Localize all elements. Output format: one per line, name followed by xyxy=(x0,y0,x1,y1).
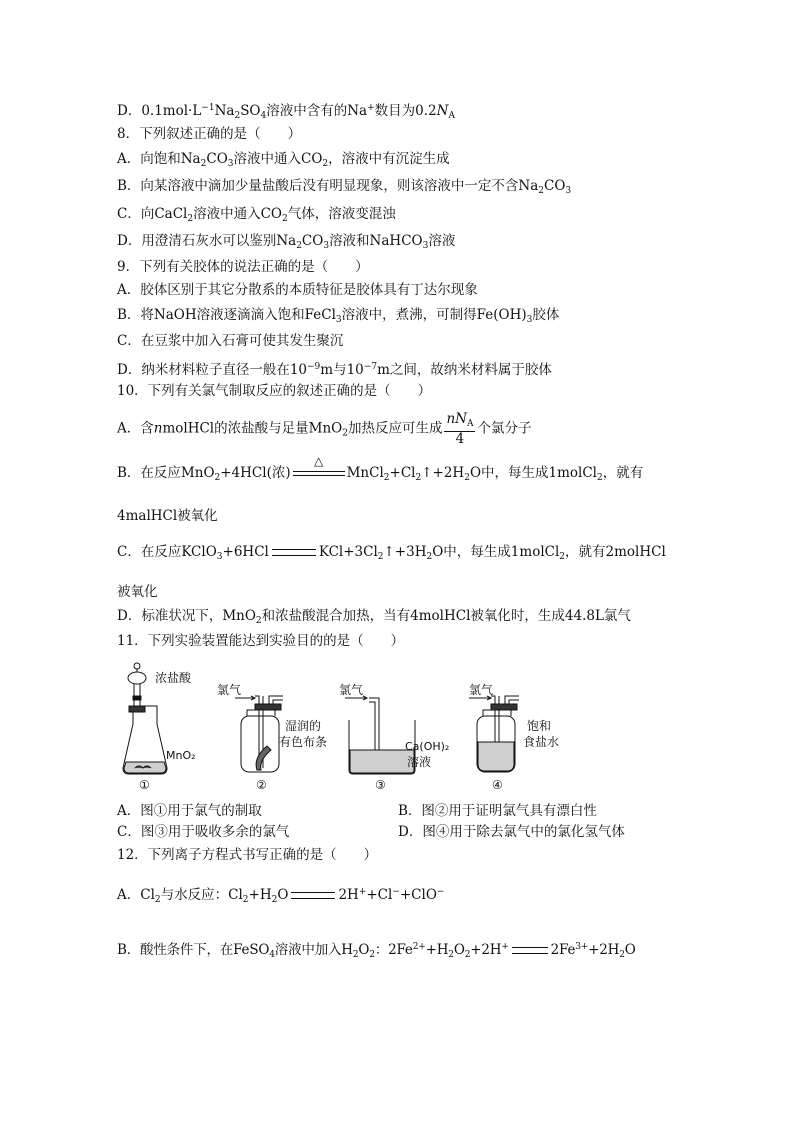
q10-option-d: D．标准状况下，MnO$_2$和浓盐酸混合加热，当有4molHCl被氧化时，生成44.8L氯气 xyxy=(117,608,631,626)
apparatus-figure xyxy=(117,658,572,791)
q12-option-b: B．酸性条件下，在FeSO$_4$溶液中加入$H_2O_2$：$2Fe^{2+}+H_2O_2+2H^+$ $2Fe^{3+}+2H_2O$ xyxy=(117,942,636,960)
label-n1: ① xyxy=(139,778,150,791)
q8-option-b: B．向某溶液中滴加少量盐酸后没有明显现象，则该溶液中一定不含$Na_2CO_3$ xyxy=(117,178,572,196)
q8-option-a: A．向饱和$Na_2CO_3$溶液中通入$CO_2$，溶液中有沉淀生成 xyxy=(117,151,450,169)
label-n4: ④ xyxy=(492,778,503,791)
label-chlorine-2: 氯气 xyxy=(217,683,242,697)
fraction-nNA-over-4: $\frac{nN_A}{4}$ xyxy=(446,411,474,447)
q8-option-d: D．用澄清石灰水可以鉴别$Na_2CO_3$溶液和NaHCO$_3$溶液 xyxy=(117,233,456,251)
q12-option-a: A．$Cl_2$与水反应：$Cl_2+H_2O$ 2H++Cl−+ClO− xyxy=(117,887,445,905)
q10-option-a: A．含nmolHCl的浓盐酸与足量MnO$_2$加热反应可生成 $\frac{nN_A}{4}$ 个氯分子 xyxy=(117,411,532,447)
q11-option-a: A．图①用于氯气的制取 xyxy=(117,803,262,819)
equals-sign xyxy=(291,892,335,899)
apparatus-2 xyxy=(235,696,283,772)
q10-option-c: C．在反应KClO$_3$+6HCl $KCl+3Cl_2↑+3H_2O$中，每生成1molCl$_2$，就有2molHCl xyxy=(117,544,666,562)
label-wet: 湿润的 xyxy=(285,719,322,733)
heat-arrow: △ xyxy=(291,468,347,480)
label-conc-hcl: 浓盐酸 xyxy=(155,671,192,685)
label-caoh2: Ca(OH)₂ xyxy=(405,740,450,753)
q11-option-c: C．图③用于吸收多余的氯气 xyxy=(117,824,290,840)
label-chlorine-4: 氯气 xyxy=(469,683,494,697)
q9-option-d: D．纳米材料粒子直径一般在$10^{-9}m$与$10^{-7}m$之间，故纳米材料属于胶体 xyxy=(117,362,552,378)
q10-option-b: B．在反应MnO$_2$+4HCl(浓) △ $MnCl_2+Cl_2↑+2H_2O$中，每生成1molCl$_2$，就有 xyxy=(117,453,644,483)
q11-stem: 11．下列实验装置能达到实验目的的是（ ） xyxy=(117,633,405,649)
label-salt-water: 食盐水 xyxy=(523,735,560,749)
label-colored-cloth: 有色布条 xyxy=(279,735,328,749)
q10-option-b-cont: 4malHCl被氧化 xyxy=(117,508,218,524)
apparatus-4 xyxy=(469,696,519,772)
q7-option-d: D．$0.1mol\cdot L^{-1}Na_2SO_4$溶液中含有的Na+数目为$0.2N_A$ xyxy=(117,103,455,121)
label-chlorine-3: 氯气 xyxy=(339,683,364,697)
equals-sign xyxy=(512,947,548,954)
q8-stem: 8．下列叙述正确的是（ ） xyxy=(117,126,302,142)
q9-option-b: B．将NaOH溶液逐滴滴入饱和FeCl$_3$溶液中，煮沸，可制得$Fe(OH)_3$胶体 xyxy=(117,307,560,325)
equals-sign xyxy=(272,549,316,556)
q10-option-c-cont: 被氧化 xyxy=(117,584,158,600)
q8-option-c: C．向CaCl$_2$溶液中通入$CO_2$气体，溶液变混浊 xyxy=(117,206,396,224)
q10-stem: 10．下列有关氯气制取反应的叙述正确的是（ ） xyxy=(117,383,432,399)
label-n3: ③ xyxy=(375,778,386,791)
q9-option-c: C．在豆浆中加入石膏可使其发生聚沉 xyxy=(117,333,344,349)
label-mno2: MnO₂ xyxy=(166,749,196,762)
q11-option-b: B．图②用于证明氯气具有漂白性 xyxy=(398,803,597,819)
label-n2: ② xyxy=(256,778,267,791)
q11-option-d: D．图④用于除去氯气中的氯化氢气体 xyxy=(398,824,625,840)
label-saturated: 饱和 xyxy=(527,719,552,733)
q9-stem: 9．下列有关胶体的说法正确的是（ ） xyxy=(117,259,369,275)
apparatus-3 xyxy=(345,696,415,774)
q12-stem: 12．下列离子方程式书写正确的是（ ） xyxy=(117,847,378,863)
label-solution: 溶液 xyxy=(407,755,432,769)
q9-option-a: A．胶体区别于其它分散系的本质特征是胶体具有丁达尔现象 xyxy=(117,282,478,298)
